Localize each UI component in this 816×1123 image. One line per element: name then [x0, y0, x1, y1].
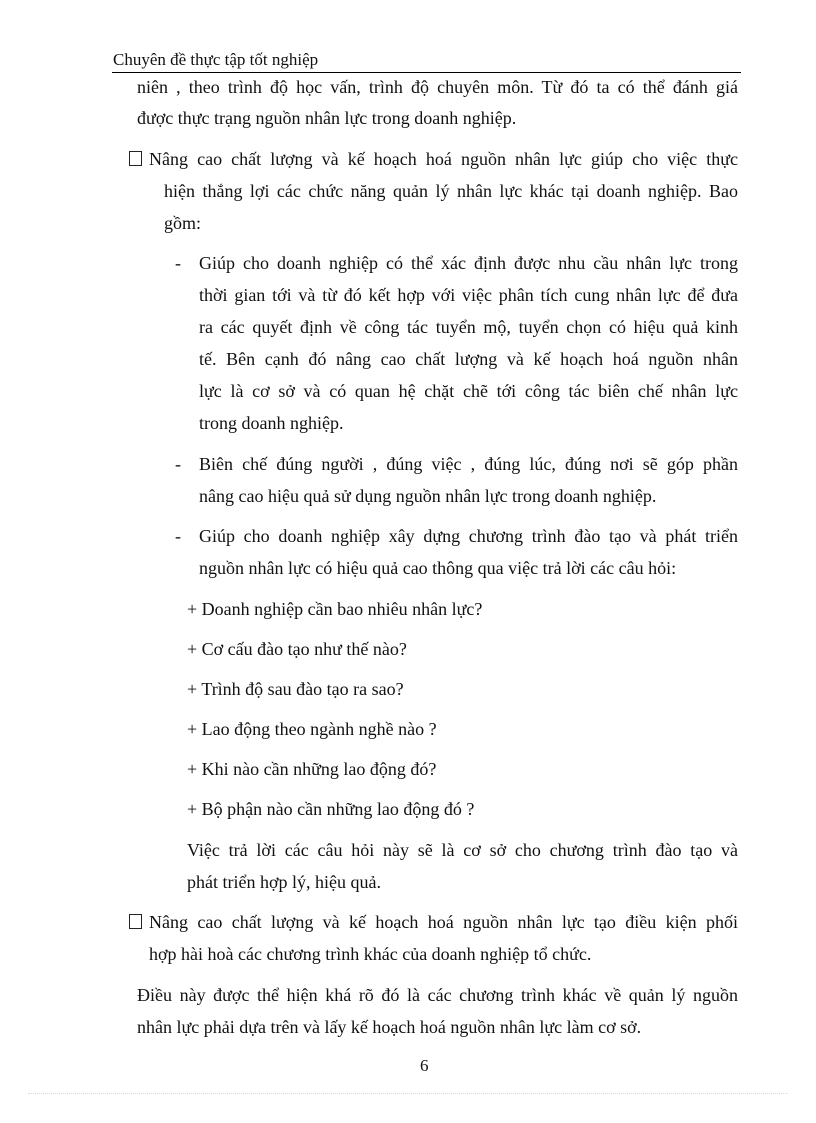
dash-bullet: -	[175, 253, 181, 273]
text-line: tế. Bên cạnh đó nâng cao chất lượng và kế hoạch hoá nguồn nhân	[199, 349, 738, 369]
text-line: Giúp cho doanh nghiệp có thể xác định được nhu cầu nhân lực trong	[199, 253, 738, 273]
text-line: ra các quyết định về công tác tuyển mộ, tuyển chọn có hiệu quả kinh	[199, 317, 738, 337]
text-line: Nâng cao chất lượng và kế hoạch hoá nguồn nhân lực giúp cho việc thực	[149, 149, 738, 169]
text-line: phát triển hợp lý, hiệu quả.	[187, 872, 381, 892]
dash-bullet: -	[175, 526, 181, 546]
dash-bullet: -	[175, 454, 181, 474]
text-line: lực là cơ sở và có quan hệ chặt chẽ tới công tác biên chế nhân lực	[199, 381, 738, 401]
text-line: Nâng cao chất lượng và kế hoạch hoá nguồn nhân lực tạo điều kiện phối	[149, 912, 738, 932]
text-line: trong doanh nghiệp.	[199, 413, 344, 433]
text-line: Biên chế đúng người , đúng việc , đúng lúc, đúng nơi sẽ góp phần	[199, 454, 738, 474]
text-line: hiện thắng lợi các chức năng quản lý nhân lực khác tại doanh nghiệp. Bao	[164, 181, 738, 201]
header-title: Chuyên đề thực tập tốt nghiệp	[113, 50, 319, 69]
text-line: thời gian tới và từ đó kết hợp với việc phân tích cung nhân lực để đưa	[199, 285, 738, 305]
question-item: + Doanh nghiệp cần bao nhiêu nhân lực?	[187, 599, 483, 619]
text-line: hợp hài hoà các chương trình khác của doanh nghiệp tổ chức.	[149, 944, 592, 964]
text-line: Điều này được thể hiện khá rõ đó là các chương trình khác về quản lý nguồn	[137, 985, 738, 1005]
header-rule	[112, 72, 741, 73]
question-item: + Cơ cấu đào tạo như thế nào?	[187, 639, 407, 659]
checkbox-bullet-icon	[129, 151, 142, 166]
text-line: nguồn nhân lực có hiệu quả cao thông qua việc trả lời các câu hỏi:	[199, 558, 677, 578]
question-item: + Lao động theo ngành nghề nào ?	[187, 719, 437, 739]
text-line: Giúp cho doanh nghiệp xây dựng chương trình đào tạo và phát triển	[199, 526, 738, 546]
page-number: 6	[420, 1056, 429, 1075]
text-line: gồm:	[164, 213, 202, 233]
text-line: Việc trả lời các câu hỏi này sẽ là cơ sở cho chương trình đào tạo và	[187, 840, 738, 860]
question-item: + Khi nào cần những lao động đó?	[187, 759, 437, 779]
question-item: + Trình độ sau đào tạo ra sao?	[187, 679, 404, 699]
text-line: nhân lực phải dựa trên và lấy kế hoạch hoá nguồn nhân lực làm cơ sở.	[137, 1017, 642, 1037]
text-line: được thực trạng nguồn nhân lực trong doanh nghiệp.	[137, 108, 517, 128]
checkbox-bullet-icon	[129, 914, 142, 929]
text-line: nâng cao hiệu quả sử dụng nguồn nhân lực trong doanh nghiệp.	[199, 486, 657, 506]
question-item: + Bộ phận nào cần những lao động đó ?	[187, 799, 475, 819]
text-line: niên , theo trình độ học vấn, trình độ chuyên môn. Từ đó ta có thể đánh giá	[137, 77, 738, 97]
page-break-divider	[28, 1093, 788, 1094]
